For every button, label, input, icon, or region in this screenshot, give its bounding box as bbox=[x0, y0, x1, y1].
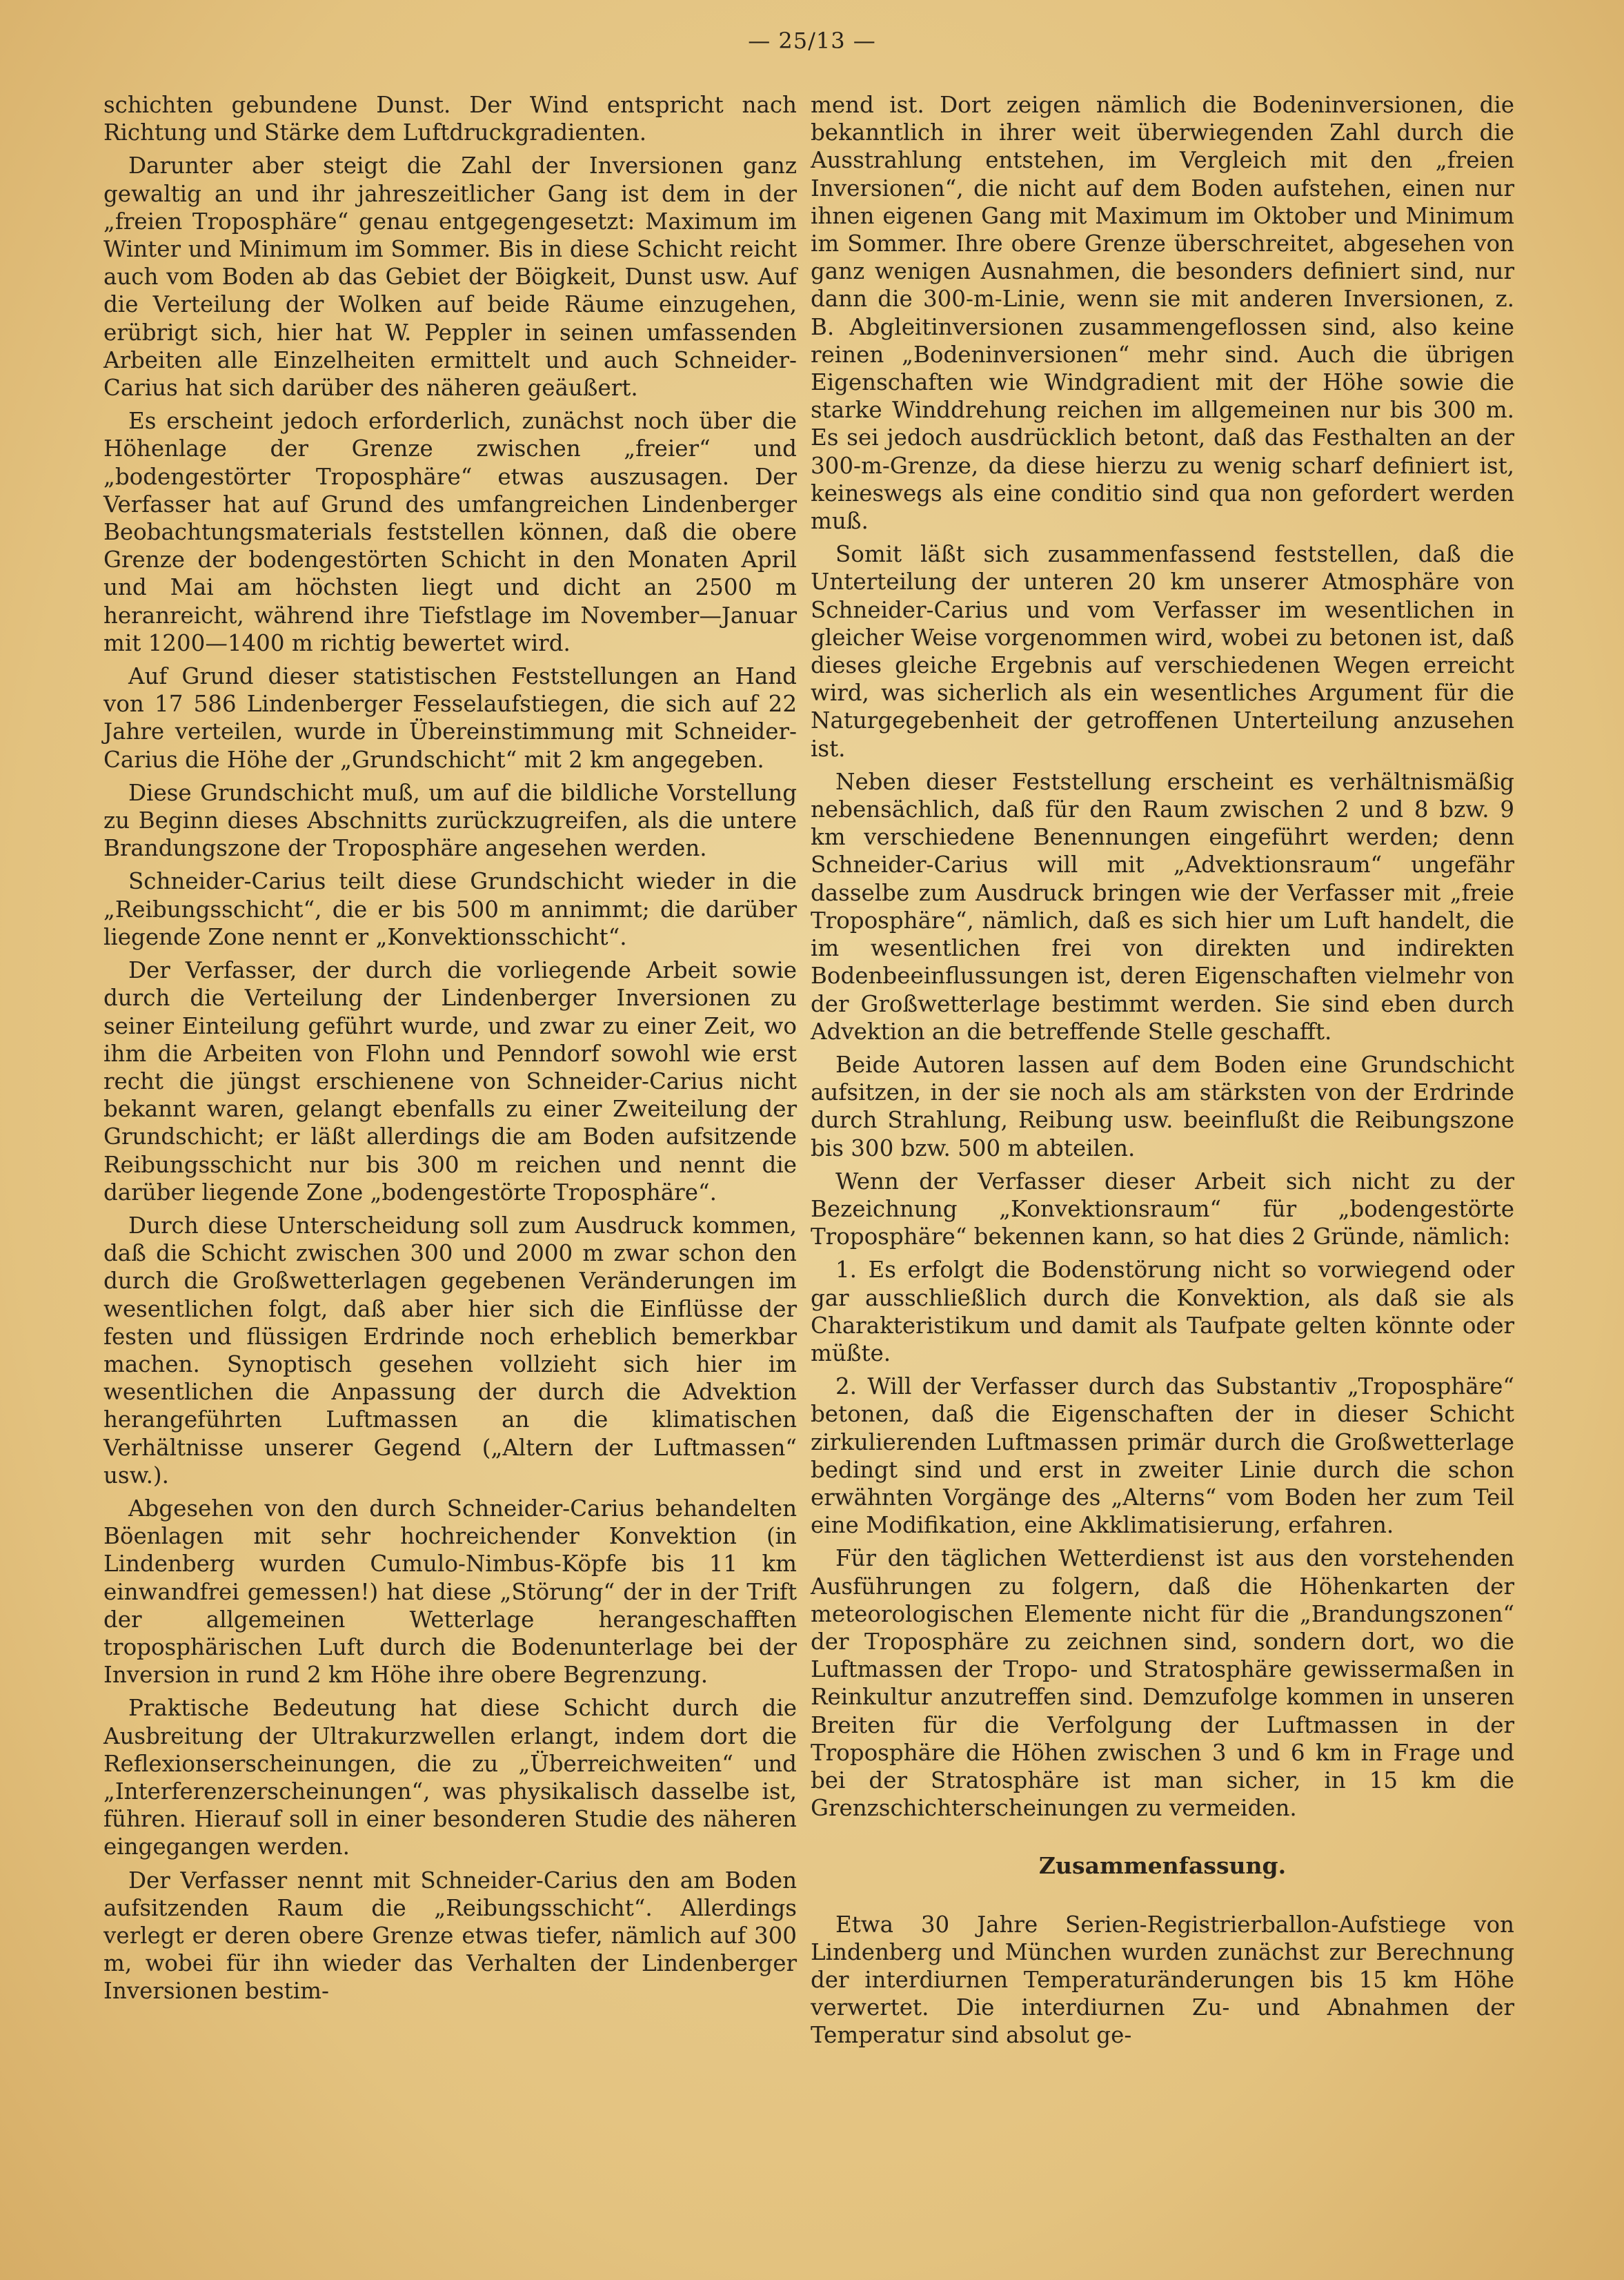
paragraph: Der Verfasser, der durch die vorliegende Arbeit sowie durch die Verteilung der Lindenberger Inversionen zu seiner Einteilung geführt wurde, und zwar zu einer Zeit, wo ihm die Arbeiten von Flohn und Penndorf sowohl wie erst recht die jüngst erschienene von Schneider-Carius nicht bekannt waren, gelangt ebenfalls zu einer Zweiteilung der Grundschicht; er läßt allerdings die am Boden aufsitzende Reibungsschicht nur bis 300 m reichen und nennt die darüber liegende Zone „bodengestörte Troposphäre“. bbox=[103, 957, 797, 1206]
paragraph: Diese Grundschicht muß, um auf die bildliche Vorstellung zu Beginn dieses Abschnitts zurückzugreifen, als die untere Brandungszone der Troposphäre angesehen werden. bbox=[103, 779, 797, 862]
left-column bbox=[103, 91, 797, 2011]
paragraph: schichten gebundene Dunst. Der Wind entspricht nach Richtung und Stärke dem Luftdruckgradienten. bbox=[103, 92, 797, 146]
paragraph: mend ist. Dort zeigen nämlich die Bodeninversionen, die bekanntlich in ihrer weit überwiegenden Zahl durch die Ausstrahlung entstehen, im Vergleich mit den „freien Inversionen“, die nicht auf dem Boden aufstehen, einen nur ihnen eigenen Gang mit Maximum im Oktober und Minimum im Sommer. Ihre obere Grenze überschreitet, abgesehen von ganz wenigen Ausnahmen, die besonders definiert sind, nur dann die 300-m-Linie, wenn sie mit anderen Inversionen, z. B. Abgleitinversionen zusammengeflossen sind, also keine reinen „Bodeninversionen“ mehr sind. Auch die übrigen Eigenschaften wie Windgradient mit der Höhe sowie die starke Winddrehung reichen im allgemeinen nur bis 300 m. Es sei jedoch ausdrücklich betont, daß das Festhalten an der 300-m-Grenze, da diese hierzu zu wenig scharf definiert ist, keineswegs als eine conditio sind qua non gefordert werden muß. bbox=[811, 92, 1514, 535]
paragraph: Es erscheint jedoch erforderlich, zunächst noch über die Höhenlage der Grenze zwischen „freier“ und „bodengestörter Troposphäre“ etwas auszusagen. Der Verfasser hat auf Grund des umfangreichen Lindenberger Beobachtungsmaterials feststellen können, daß die obere Grenze der bodengestörten Schicht in den Monaten April und Mai am höchsten liegt und dicht an 2500 m heranreicht, während ihre Tiefstlage im November—Januar mit 1200—1400 m richtig bewertet wird. bbox=[103, 408, 797, 656]
list-item: 2. Will der Verfasser durch das Substantiv „Troposphäre“ betonen, daß die Eigenschaften der in dieser Schicht zirkulierenden Luftmassen primär durch die Großwetterlage bedingt sind und erst in zweiter Linie durch die schon erwähnten Vorgänge des „Alterns“ vom Boden her zum Teil eine Modifikation, eine Akklimatisierung, erfahren. bbox=[811, 1373, 1514, 1539]
list-item: 1. Es erfolgt die Bodenstörung nicht so vorwiegend oder gar ausschließlich durch die Konvektion, als daß sie als Charakteristikum und damit als Taufpate gelten könnte oder müßte. bbox=[811, 1257, 1514, 1366]
paragraph: Der Verfasser nennt mit Schneider-Carius den am Boden aufsitzenden Raum die „Reibungsschicht“. Allerdings verlegt er deren obere Grenze etwas tiefer, nämlich auf 300 m, wobei für ihn wieder das Verhalten der Lindenberger Inversionen bestim- bbox=[103, 1867, 797, 2005]
paragraph: Für den täglichen Wetterdienst ist aus den vorstehenden Ausführungen zu folgern, daß die Höhenkarten der meteorologischen Elemente nicht für die „Brandungszonen“ der Troposphäre zu zeichnen sind, sondern dort, wo die Luftmassen der Tropo- und Stratosphäre gewissermaßen in Reinkultur anzutreffen sind. Demzufolge kommen in unseren Breiten für die Verfolgung der Luftmassen in der Troposphäre die Höhen zwischen 3 und 6 km in Frage und bei der Stratosphäre ist man sicher, in 15 km die Grenzschichterscheinungen zu vermeiden. bbox=[811, 1545, 1514, 1822]
paragraph: Neben dieser Feststellung erscheint es verhältnismäßig nebensächlich, daß für den Raum zwischen 2 und 8 bzw. 9 km verschiedene Benennungen eingeführt werden; denn Schneider-Carius will mit „Advektionsraum“ ungefähr dasselbe zum Ausdruck bringen wie der Verfasser mit „freie Troposphäre“, nämlich, daß es sich hier um Luft handelt, die im wesentlichen frei von direkten und indirekten Bodenbeeinflussungen ist, deren Eigenschaften vielmehr von der Großwetterlage bestimmt werden. Sie sind eben durch Advektion an die betreffende Stelle geschafft. bbox=[811, 768, 1514, 1045]
paragraph: Wenn der Verfasser dieser Arbeit sich nicht zu der Bezeichnung „Konvektionsraum“ für „bodengestörte Troposphäre“ bekennen kann, so hat dies 2 Gründe, nämlich: bbox=[811, 1168, 1514, 1250]
paragraph: Somit läßt sich zusammenfassend feststellen, daß die Unterteilung der unteren 20 km unserer Atmosphäre von Schneider-Carius und vom Verfasser im wesentlichen in gleicher Weise vorgenommen wird, wobei zu betonen ist, daß dieses gleiche Ergebnis auf verschiedenen Wegen erreicht wird, was sicherlich als ein wesentliches Argument für die Naturgegebenheit der getroffenen Unterteilung anzusehen ist. bbox=[811, 541, 1514, 762]
paragraph: Etwa 30 Jahre Serien-Registrierballon-Aufstiege von Lindenberg und München wurden zunächst zur Berechnung der interdiurnen Temperaturänderungen bis 15 km Höhe verwertet. Die interdiurnen Zu- und Abnahmen der Temperatur sind absolut ge- bbox=[811, 1911, 1514, 2049]
right-column bbox=[811, 91, 1514, 2055]
paragraph: Beide Autoren lassen auf dem Boden eine Grundschicht aufsitzen, in der sie noch als am stärksten von der Erdrinde durch Strahlung, Reibung usw. beeinflußt die Reibungszone bis 300 bzw. 500 m abteilen. bbox=[811, 1051, 1514, 1161]
paragraph: Schneider-Carius teilt diese Grundschicht wieder in die „Reibungsschicht“, die er bis 500 m annimmt; die darüber liegende Zone nennt er „Konvektionsschicht“. bbox=[103, 868, 797, 950]
page-number: — 25/13 — bbox=[748, 28, 876, 54]
paragraph: Darunter aber steigt die Zahl der Inversionen ganz gewaltig an und ihr jahreszeitlicher Gang ist dem in der „freien Troposphäre“ genau entgegengesetzt: Maximum im Winter und Minimum im Sommer. Bis in diese Schicht reicht auch vom Boden ab das Gebiet der Böigkeit, Dunst usw. Auf die Verteilung der Wolken auf beide Räume einzugehen, erübrigt sich, hier hat W. Peppler in seinen umfassenden Arbeiten alle Einzelheiten ermittelt und auch Schneider-Carius hat sich darüber des näheren geäußert. bbox=[103, 153, 797, 402]
paragraph: Abgesehen von den durch Schneider-Carius behandelten Böenlagen mit sehr hochreichender Konvektion (in Lindenberg wurden Cumulo-Nimbus-Köpfe bis 11 km einwandfrei gemessen!) hat diese „Störung“ der in der Trift der allgemeinen Wetterlage herangeschafften troposphärischen Luft durch die Bodenunterlage bei der Inversion in rund 2 km Höhe ihre obere Begrenzung. bbox=[103, 1495, 797, 1689]
section-heading: Zusammenfassung. bbox=[1038, 1852, 1287, 1880]
paragraph: Durch diese Unterscheidung soll zum Ausdruck kommen, daß die Schicht zwischen 300 und 2000 m zwar schon den durch die Großwetterlagen gegebenen Veränderungen im wesentlichen folgt, daß aber hier sich die Einflüsse der festen und flüssigen Erdrinde noch erheblich bemerkbar machen. Synoptisch gesehen vollzieht sich hier im wesentlichen die Anpassung der durch die Advektion herangeführten Luftmassen an die klimatischen Verhältnisse unserer Gegend („Altern der Luftmassen“ usw.). bbox=[103, 1212, 797, 1488]
paragraph: Auf Grund dieser statistischen Feststellungen an Hand von 17 586 Lindenberger Fesselaufstiegen, die sich auf 22 Jahre verteilen, wurde in Übereinstimmung mit Schneider-Carius die Höhe der „Grundschicht“ mit 2 km angegeben. bbox=[103, 663, 797, 773]
paragraph: Praktische Bedeutung hat diese Schicht durch die Ausbreitung der Ultrakurzwellen erlangt, indem dort die Reflexionserscheinungen, die zu „Überreichweiten“ und „Interferenzerscheinungen“, was physikalisch dasselbe ist, führen. Hierauf soll in einer besonderen Studie des näheren eingegangen werden. bbox=[103, 1695, 797, 1860]
